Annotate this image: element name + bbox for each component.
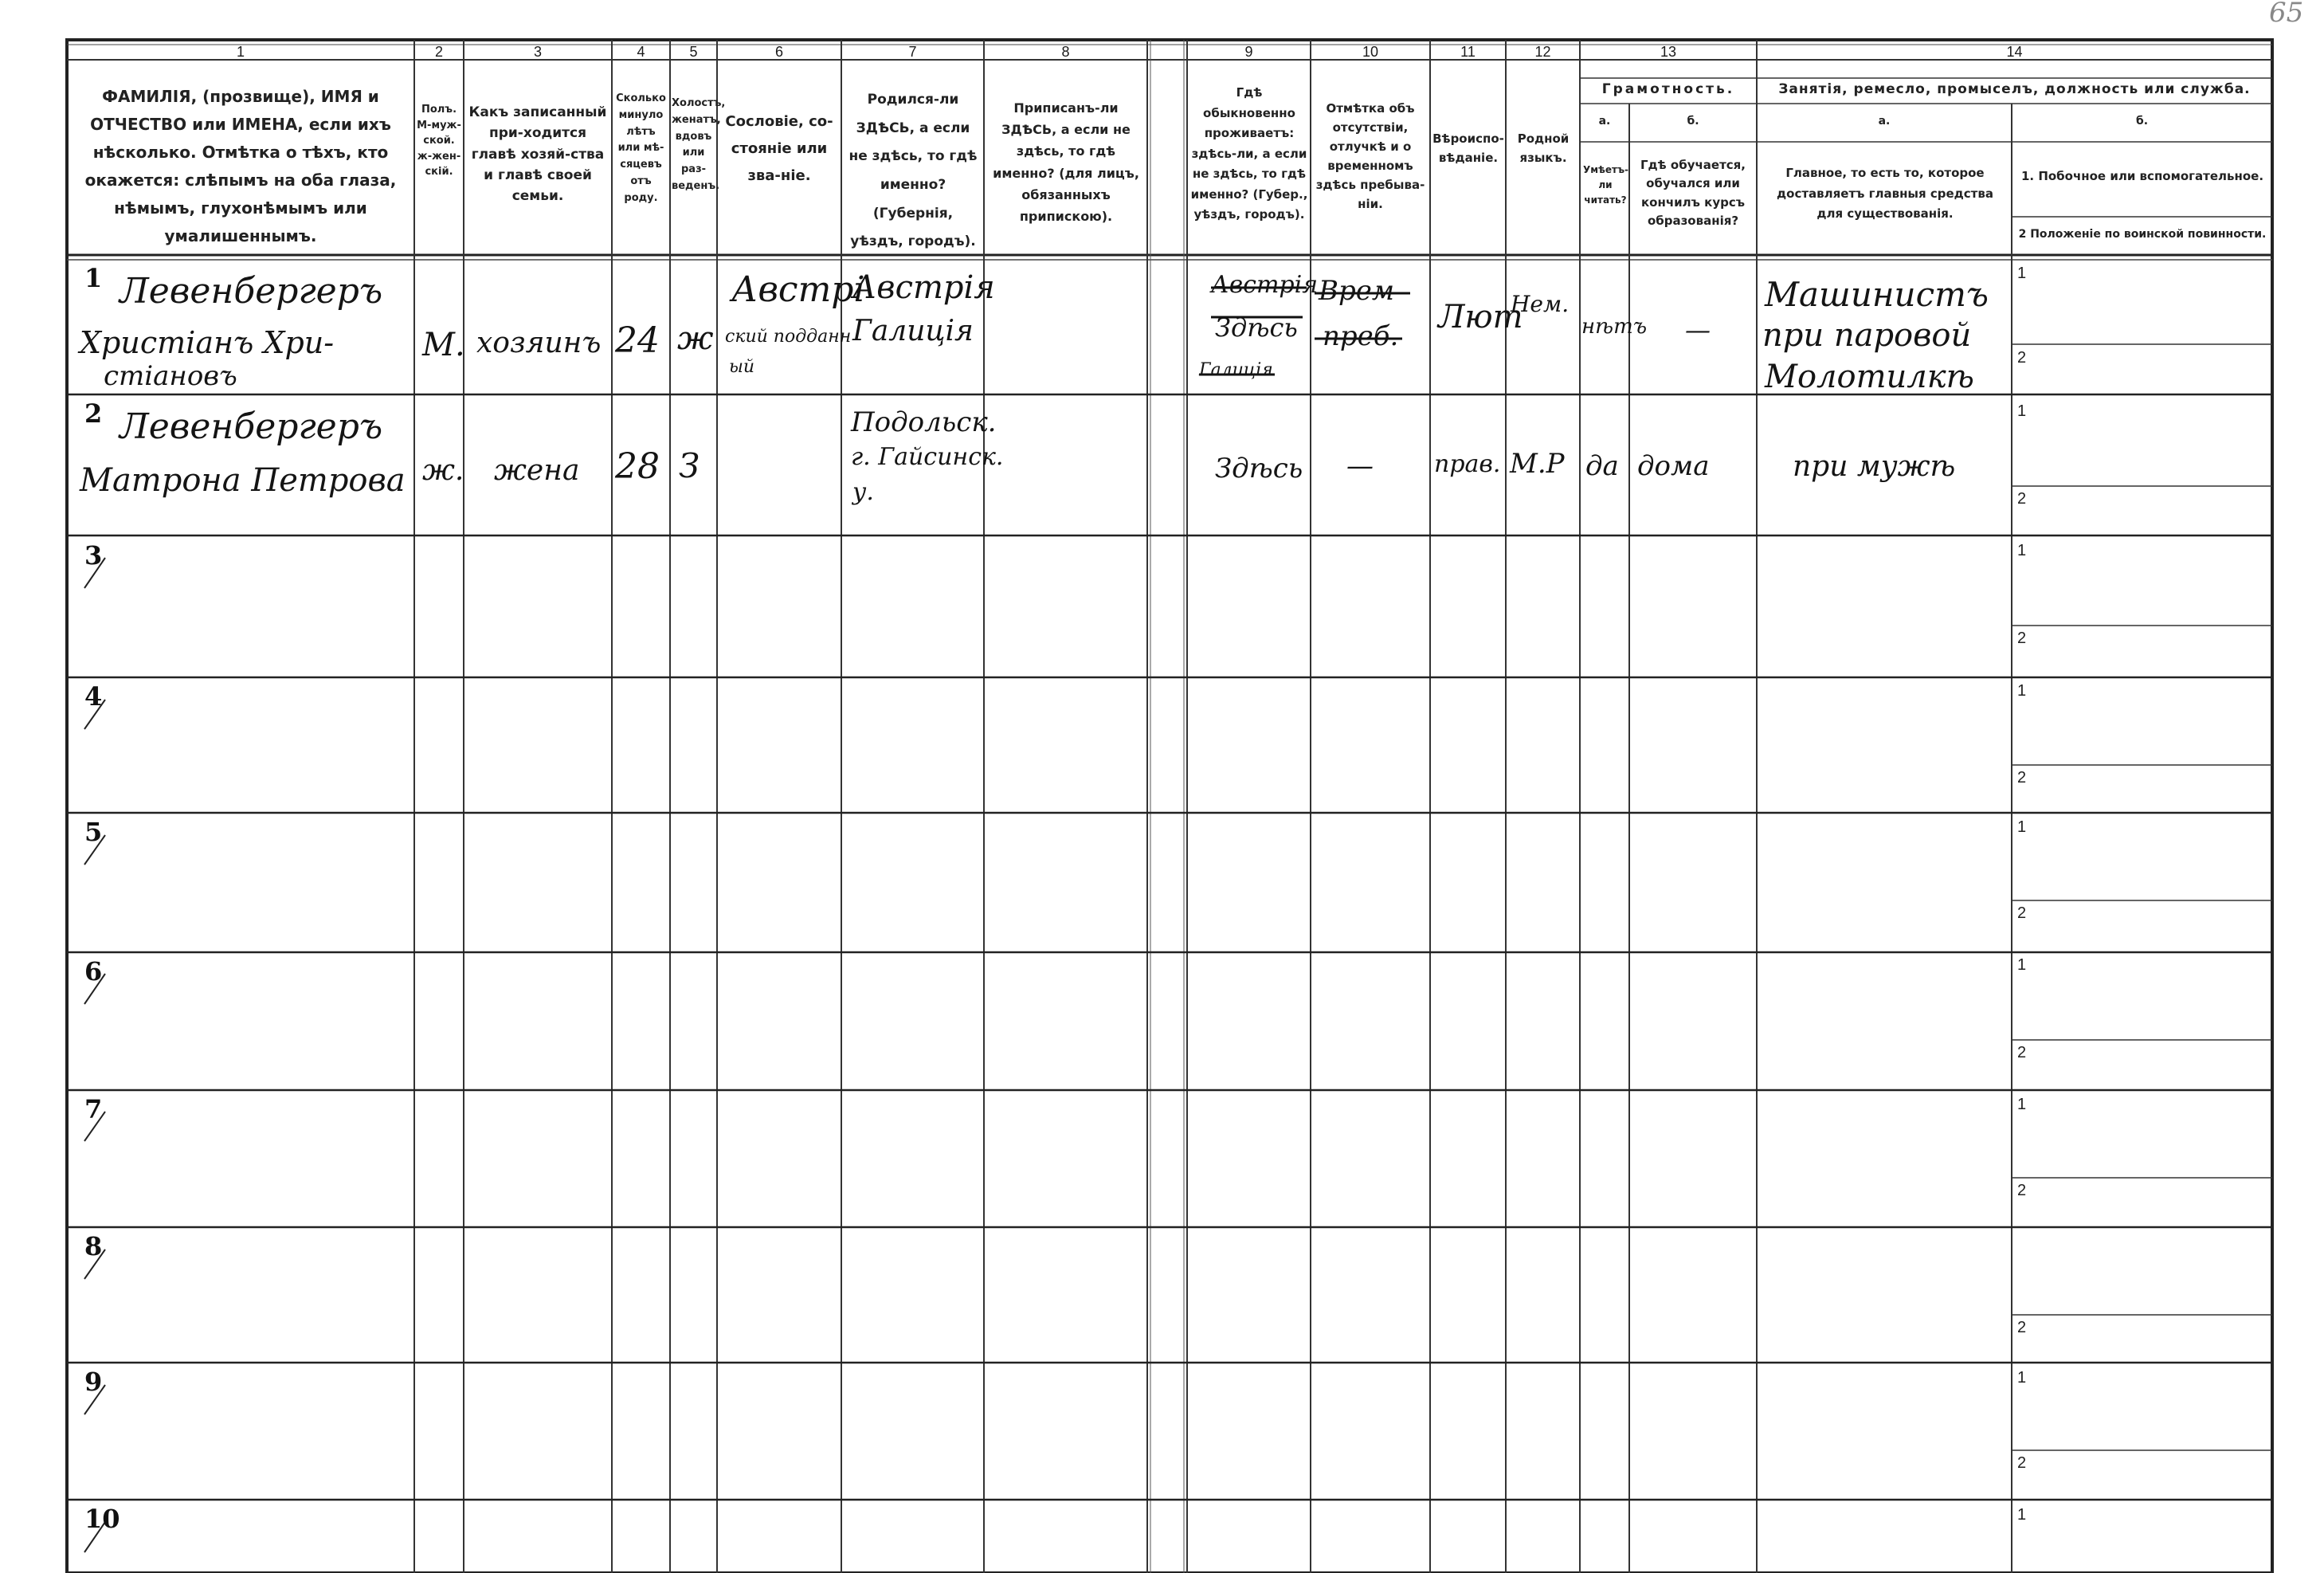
entry-1-language: Нем. [1511,291,1570,317]
entry-2-surname: Левенбергеръ [120,406,383,447]
entry-1-occupation: Машинистъ [1765,275,1989,314]
col-number-5: 5 [689,44,698,60]
header-religion: Вѣроиспо-вѣданіе. [1432,131,1504,165]
entry-1-absence-struck: Врем [1319,275,1395,307]
entry-2-age: 28 [615,446,660,487]
entry-1-occupation-line3: Молотилкѣ [1765,359,1974,395]
row-number-7: 7 [84,1094,103,1124]
entry-1-birthplace: Австрія [852,269,995,306]
header-age: Сколько минуло лѣтъ или мѣ-сяцевъ отъ роду. [616,92,666,204]
entry-2-sex: ж. [422,454,464,487]
header-can-read: Умѣетъ-ли читать? [1583,164,1628,206]
entry-1-relation: хозяинъ [476,327,602,359]
entry-1-estate-line3: ый [729,357,755,377]
sub-label: 2 [2017,904,2027,922]
row-number-2: 2 [84,398,103,429]
col-number-3: 3 [533,44,542,60]
entry-2-relation: жена [494,454,580,487]
sub-label: 1 [2017,542,2027,559]
row-number-6: 6 [84,956,103,987]
sub-label: 2 [2017,1319,2027,1336]
sub-label: 1 [2017,1096,2027,1113]
header-estate: Сословіе, со-стояніе или зва-ніе. [725,113,833,185]
header-occupation-main: Главное, то есть то, которое доставляетъ главныя средства для существованія. [1777,166,1993,221]
entry-2-occupation: при мужѣ [1793,450,1956,483]
entry-2-birthplace: Подольск. [851,406,997,438]
entry-1-occupation-line2: при паровой [1762,317,1972,354]
header-literacy: Грамотность. [1601,81,1735,97]
entry-1-sex: М. [422,327,465,363]
header-occupation-a-letter: а. [1878,115,1891,127]
col-number-8: 8 [1061,44,1070,60]
col-number-14: 14 [2006,44,2023,60]
entry-2-given-name: Матрона Петрова [80,462,406,499]
entry-2-language: М.Р [1510,448,1565,480]
sub-label: 1 [2017,1506,2027,1524]
entry-2-residence: Здѣсь [1215,453,1303,484]
entry-2-literate: да [1585,450,1619,482]
header-name: ФАМИЛІЯ, (прозвище), ИМЯ и ОТЧЕСТВО или ИМЕНА, если ихъ нѣсколько. Отмѣтка о тѣхъ, кто окажется: слѣпымъ на оба глаза, нѣмымъ, глухонѣмымъ или умалишеннымъ. [84,87,397,245]
header-occupation-secondary: 1. Побочное или вспомогательное. [2020,169,2264,183]
entry-1-marital: ж [677,320,714,357]
sub-label: 2 [2017,769,2027,786]
sub-label: 2 [2017,490,2027,508]
header-education: Гдѣ обучается, обучался или кончилъ курсъ образованія? [1640,158,1746,228]
header-sex: Полъ. М-муж-ской. ж-жен-скій. [417,104,461,178]
header-literacy-a-letter: а. [1598,115,1611,127]
header-military-status: 2 Положеніе по воинской повинности. [2018,228,2267,241]
header-marital: Холостъ, женатъ, вдовъ или раз-веденъ. [672,97,726,192]
entry-1-residence-struck-2: Галиція [1199,360,1273,380]
entry-1-estate: Австрі [731,269,865,310]
sub-label: 1 [2017,265,2027,282]
page-number: 65 [2269,0,2304,29]
header-literacy-b-letter: б. [1687,115,1699,127]
col-number-10: 10 [1362,44,1379,60]
col-number-13: 13 [1660,44,1677,60]
entry-1-patronymic: стіановъ [104,360,237,392]
entry-1-given-name: Христіанъ Хри- [80,325,335,360]
entry-2-birthplace-line3: у. [852,478,874,506]
header-occupation: Занятія, ремесло, промыселъ, должность или служба. [1778,81,2251,97]
entry-1-school: — [1685,315,1711,345]
col-number-11: 11 [1460,44,1476,60]
row-number-9: 9 [84,1367,103,1397]
col-number-2: 2 [434,44,443,60]
entry-1-birthplace-line2: Галиція [852,315,974,347]
header-birthplace: Родился-ли ЗДѢСЬ, а если не здѣсь, то гдѣ именно? (Губернія, уѣздъ, городъ). [848,92,978,250]
header-registration: Приписанъ-ли ЗДѢСЬ, а если не здѣсь, то гдѣ именно? (для лицъ, обязанныхъ припискою). [993,100,1139,224]
entry-2-school: дома [1637,450,1710,482]
sub-label: 1 [2017,818,2027,836]
sub-label: 1 [2017,1369,2027,1387]
row-number-1: 1 [84,263,103,293]
header-relation: Какъ записанный при-ходится главѣ хозяй-ства и главѣ своей семьи. [468,104,607,205]
sub-label: 2 [2017,349,2027,367]
entry-1-age: 24 [615,320,660,361]
entry-2-birthplace-line2: г. Гайсинск. [851,443,1004,471]
col-number-12: 12 [1534,44,1551,60]
entry-1-surname: Левенбергеръ [120,271,383,312]
entry-2-religion: прав. [1434,450,1501,478]
col-number-7: 7 [908,44,917,60]
sub-label: 2 [2017,630,2027,647]
row-number-10: 10 [84,1504,120,1534]
col-number-4: 4 [637,44,645,60]
sub-label: 1 [2017,956,2027,974]
row-number-8: 8 [84,1231,103,1261]
header-absence: Отмѣтка объ отсутствіи, отлучкѣ и о временномъ здѣсь пребыва-ніи. [1315,101,1425,211]
entry-1-absence: преб. [1323,320,1399,352]
col-number-9: 9 [1244,44,1253,60]
entry-2-marital: З [679,446,700,485]
header-language: Родной языкъ. [1517,131,1570,165]
sub-label: 2 [2017,1182,2027,1199]
row-number-4: 4 [84,681,103,712]
entry-1-residence: Здѣсь [1215,312,1298,343]
entry-2-absence: — [1346,450,1374,482]
entry-1-residence-struck: Австрія [1211,271,1319,299]
outer-frame [67,40,2272,1573]
sub-label: 1 [2017,682,2027,700]
row-number-3: 3 [84,540,103,571]
sub-label: 2 [2017,1044,2027,1061]
header-occupation-b-letter: б. [2135,115,2149,127]
entry-1-religion: Лют [1438,299,1523,335]
entry-1-literate: нѣтъ [1581,315,1648,339]
col-number-6: 6 [774,44,783,60]
header-residence: Гдѣ обыкновенно проживаетъ: здѣсь-ли, а если не здѣсь, то гдѣ именно? (Губер., уѣздъ, городъ). [1190,85,1308,222]
col-number-1: 1 [236,44,245,60]
sub-label: 2 [2017,1454,2027,1472]
sub-label: 1 [2017,402,2027,420]
row-number-5: 5 [84,817,103,847]
entry-1-estate-line2: ский подданн [725,327,852,347]
